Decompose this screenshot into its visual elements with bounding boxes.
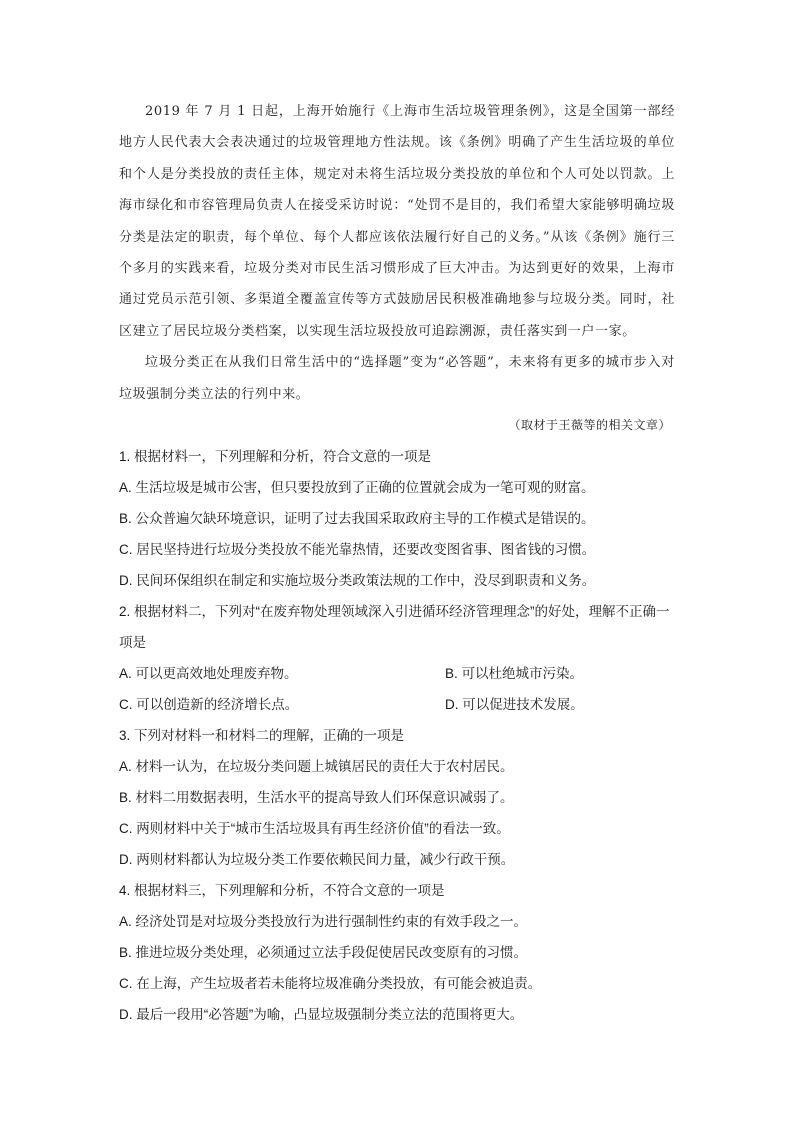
option-d: D. 两则材料都认为垃圾分类工作要依赖民间力量，减少行政干预。 — [119, 852, 515, 868]
option-b: B. 材料二用数据表明，生活水平的提高导致人们环保意识减弱了。 — [119, 790, 514, 806]
question-4 — [119, 875, 675, 1030]
question-stem: 4. 根据材料三，下列理解和分析，不符合文意的一项是 — [119, 883, 445, 899]
option-b: B. 公众普遍欠缺环境意识，证明了过去我国采取政府主导的工作模式是错误的。 — [119, 511, 595, 527]
option-c: C. 两则材料中关于“城市生活垃圾具有再生经济价值”的看法一致。 — [119, 821, 510, 837]
question-3 — [119, 720, 675, 875]
option-c: C. 在上海，产生垃圾者若未能将垃圾准确分类投放，有可能会被追责。 — [119, 976, 542, 992]
option-a: A. 材料一认为，在垃圾分类问题上城镇居民的责任大于农村居民。 — [119, 759, 514, 775]
question-1 — [119, 441, 675, 596]
option-c: C. 可以创造新的经济增长点。 — [119, 697, 299, 713]
option-a: A. 生活垃圾是城市公害，但只要投放到了正确的位置就会成为一笔可观的财富。 — [119, 480, 595, 496]
question-stem: 2. 根据材料二，下列对“在废弃物处理领域深入引进循环经济管理理念”的好处，理解不正确一项是 — [119, 604, 670, 651]
option-c: C. 居民坚持进行垃圾分类投放不能光靠热情，还要改变图省事、图省钱的习惯。 — [119, 542, 596, 558]
passage-paragraph-1: 2019 年 7 月 1 日起，上海开始施行《上海市生活垃圾管理条例》，这是全国第一部经地方人民代表大会表决通过的垃圾管理地方性法规。该《条例》明确了产生生活垃圾的单位和个人是分类投放的责任主体，规定对未将生活垃圾分类投放的单位和个人可处以罚款。上海市绿化和市容管理局负责人在接受采访时说：“处罚不是目的，我们希望大家能够明确垃圾分类是法定的职责，每个单位、每个人都应该依法履行好自己的义务。”从该《条例》施行三个多月的实践来看，垃圾分类对市民生活习惯形成了巨大冲击。为达到更好的效果，上海市通过党员示范引领、多渠道全覆盖宣传等方式鼓励居民积极准确地参与垃圾分类。同时，社区建立了居民垃圾分类档案，以实现生活垃圾投放可追踪溯源，责任落实到一户一家。 — [119, 104, 675, 339]
option-b: B. 可以杜绝城市污染。 — [445, 666, 584, 682]
document-content — [119, 96, 675, 1030]
option-d: D. 可以促进技术发展。 — [445, 697, 584, 713]
passage-paragraph-2: 垃圾分类正在从我们日常生活中的“选择题”变为“必答题”，未来将有更多的城市步入对垃圾强制分类立法的行列中来。 — [119, 355, 675, 402]
option-a: A. 可以更高效地处理废弃物。 — [119, 666, 298, 682]
option-d: D. 民间环保组织在制定和实施垃圾分类政策法规的工作中，没尽到职责和义务。 — [119, 573, 596, 589]
question-stem: 3. 下列对材料一和材料二的理解，正确的一项是 — [119, 728, 405, 744]
option-row — [119, 658, 675, 689]
passage-source: （取材于王薇等的相关文章） — [508, 418, 671, 433]
option-d: D. 最后一段用“必答题”为喻，凸显垃圾强制分类立法的范围将更大。 — [119, 1007, 524, 1023]
option-b: B. 推进垃圾分类处理，必须通过立法手段促使居民改变原有的习惯。 — [119, 945, 528, 961]
question-stem: 1. 根据材料一，下列理解和分析，符合文意的一项是 — [119, 449, 432, 465]
option-row — [119, 689, 675, 720]
option-a: A. 经济处罚是对垃圾分类投放行为进行强制性约束的有效手段之一。 — [119, 914, 528, 930]
question-2 — [119, 596, 675, 720]
